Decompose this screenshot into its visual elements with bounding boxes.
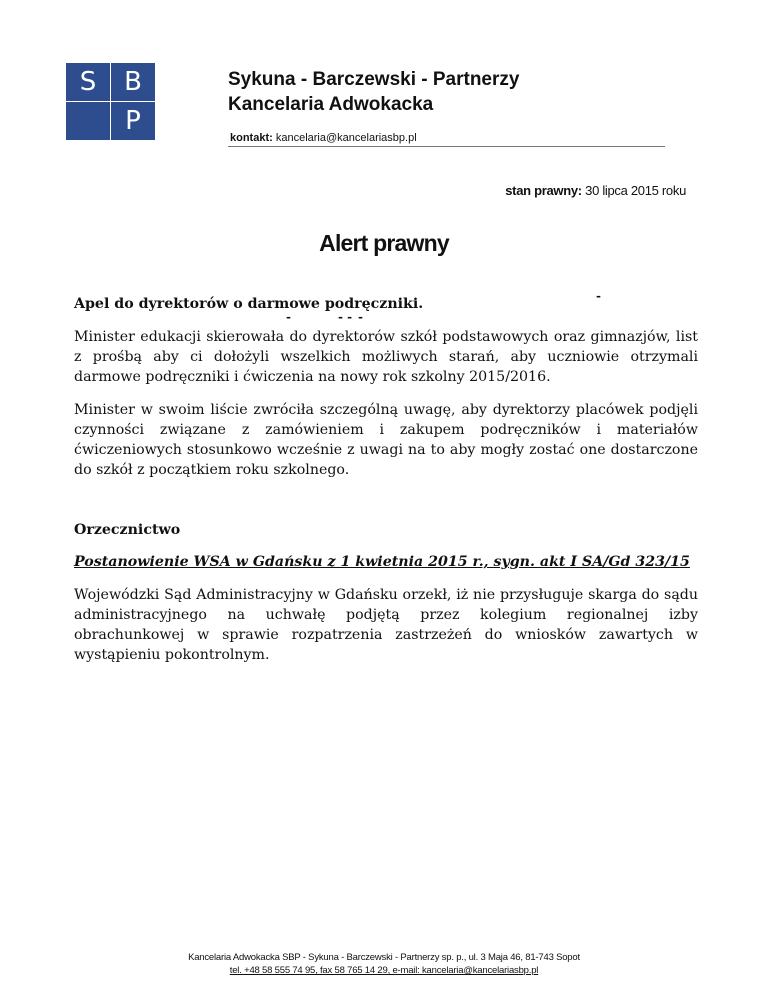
firm-name-block — [228, 67, 519, 117]
footer-contact: tel. +48 58 555 74 95, fax 58 765 14 29, e-mail: kancelaria@kancelariasbp.pl — [229, 965, 539, 976]
stray-dash-mark: - - — [338, 310, 353, 324]
paragraph-textbooks-1: Minister edukacji skierowała do dyrektorów szkół podstawowych oraz gimnazjów, list z prośbą aby ci dołożyli wszelkich możliwych starań, aby uczniowie otrzymali darmowe podręczniki i ćwiczenia na nowy rok szkolny 2015/2016. — [74, 329, 698, 385]
header-divider — [228, 146, 665, 147]
logo-letter-p: P — [111, 102, 155, 140]
document-body — [74, 289, 698, 665]
stray-dash-mark: - — [358, 310, 363, 324]
stray-dash-mark: - — [286, 310, 291, 324]
page-title: Alert prawny — [319, 230, 449, 256]
logo-empty-cell — [66, 102, 110, 140]
paragraph-textbooks-2: Minister w swoim liście zwróciła szczególną uwagę, aby dyrektorzy placówek podjęli czynności związane z zamówieniem i zakupem podręczników i materiałów ćwiczeniowych stosunkowo wcześnie z uwagi na to aby mogły zostać one dostarczone do szkół z początkiem roku szkolnego. — [74, 402, 698, 478]
contact-line — [230, 132, 417, 144]
page-footer — [0, 951, 768, 977]
legal-state-date: 30 lipca 2015 roku — [585, 183, 686, 198]
legal-state-label: stan prawny: — [505, 183, 582, 198]
section-heading-case-law: Orzecznictwo — [74, 522, 181, 538]
section-heading-textbooks: Apel do dyrektorów o darmowe podręczniki. — [74, 296, 424, 312]
logo-letter-b: B — [111, 63, 155, 101]
legal-state — [505, 183, 686, 198]
logo-letter-s: S — [66, 63, 110, 101]
footer-address: Kancelaria Adwokacka SBP - Sykuna - Barczewski - Partnerzy sp. p., ul. 3 Maja 46, 81-743 Sopot — [188, 952, 580, 963]
paragraph-case-law: Wojewódzki Sąd Administracyjny w Gdańsku orzekł, iż nie przysługuje skarga do sądu administracyjnego na uchwałę podjętą przez kolegium regionalnej izby obrachunkowej w sprawie rozpatrzenia zastrzeżeń do wniosków zawartych w wystąpieniu pokontrolnym. — [74, 587, 698, 663]
firm-type: Kancelaria Adwokacka — [228, 94, 434, 115]
case-title: Postanowienie WSA w Gdańsku z 1 kwietnia 2015 r., sygn. akt I SA/Gd 323/15 — [74, 554, 690, 570]
contact-email[interactable]: kancelaria@kancelariasbp.pl — [275, 132, 417, 144]
stray-dash-mark: - — [596, 289, 601, 303]
contact-label: kontakt: — [230, 132, 273, 144]
firm-logo — [66, 63, 156, 140]
firm-name: Sykuna - Barczewski - Partnerzy — [228, 69, 520, 90]
